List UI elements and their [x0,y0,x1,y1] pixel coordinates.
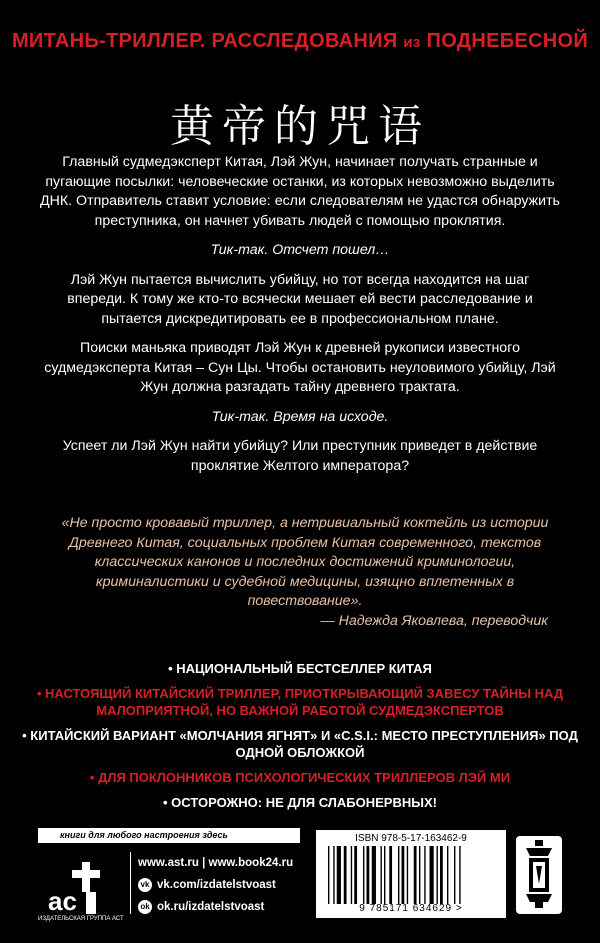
blurb-paragraph: Тик-так. Время на исходе. [211,408,389,425]
publisher-links [138,852,293,918]
footer [38,828,578,923]
ok-icon: ok [138,900,152,914]
vk-text: vk.com/izdatelstvoast [157,879,276,891]
vk-icon: vk [138,878,152,892]
ast-logo-icon [38,858,126,918]
svg-text:ac: ac [48,886,77,916]
divider [130,852,131,914]
blurb-paragraph: Тик-так. Отсчет пошел… [210,242,390,258]
blurb-paragraph: Поиски маньяка приводят Лэй Жун к древней рукописи известного судмедэксперта Китая – Сун Цы. Чтобы остановить неуловимого убийцу, Лэй Жун должна разгадать тайну древнего трактата. [44,340,556,395]
series-title-part3: ПОДНЕБЕСНОЙ [420,30,589,52]
quote-author: — Надежда Яковлева, переводчик [320,612,548,629]
bullet-item: • НАСТОЯЩИЙ КИТАЙСКИЙ ТРИЛЛЕР, ПРИОТКРЫВАЮЩИЙ ЗАВЕСУ ТАЙНЫ НАД МАЛОПРИЯТНОЙ, НО ВАЖНОЙ РАБОТОЙ СУДМЕДЭКСПЕРТОВ [36,686,564,718]
blurb-paragraph: Главный судмедэксперт Китая, Лэй Жун, начинает получать странные и пугающие посылки: человеческие останки, из которых невозможно выделить ДНК. Отправитель ставит условие: если следователям не удастся обнаружить преступника, он начнет убивать людей с помощью проклятия. [40,154,560,229]
bullet-item: • ОСТОРОЖНО: НЕ ДЛЯ СЛАБОНЕРВНЫХ! [163,795,437,810]
websites-link[interactable] [138,852,293,874]
blurb-paragraph: Успеет ли Лэй Жун найти убийцу? Или преступник приведет в действие проклятие Желтого императора? [62,438,538,474]
ok-text: ok.ru/izdatelstvoast [157,901,265,913]
barcode-digits: 9 785171 634629 > [359,903,463,914]
series-title-part2: из [403,34,421,51]
review-quote [50,514,560,631]
isbn: ISBN 978-5-17-163462-9 [355,833,467,844]
chinese-title: 黄帝的咒语 [170,101,430,152]
blurb-paragraph: Лэй Жун пытается вычислить убийцу, но тот всегда находится на шаг впереди. К тому же кто-то всячески мешает ей вести расследование и пытается дискредитировать ее в профессиональном плане. [67,271,533,327]
barcode [316,830,506,918]
bullet-list [20,660,580,819]
series-title [0,30,600,53]
lantern-icon [516,836,562,914]
logo-caption: ИЗДАТЕЛЬСКАЯ ГРУППА АСТ [38,916,124,922]
bullet-item: • НАЦИОНАЛЬНЫЙ БЕСТСЕЛЛЕР КИТАЯ [168,661,432,676]
blurb [40,153,560,486]
bullet-item: • ДЛЯ ПОКЛОННИКОВ ПСИХОЛОГИЧЕСКИХ ТРИЛЛЕРОВ ЛЭЙ МИ [89,770,511,785]
series-title-part1: МИТАНЬ-ТРИЛЛЕР. РАССЛЕДОВАНИЯ [11,30,404,52]
tagline: книги для любого настроения здесь [38,828,300,843]
vk-link[interactable] [138,874,293,896]
bullet-item: • КИТАЙСКИЙ ВАРИАНТ «МОЛЧАНИЯ ЯГНЯТ» И «C.S.I.: МЕСТО ПРЕСТУПЛЕНИЯ» ПОД ОДНОЙ ОБЛОЖКОЙ [22,728,578,760]
quote-text: «Не просто кровавый триллер, а нетривиальный коктейль из истории Древнего Китая, социальных проблем Китая современного, текстов классических канонов и последних достижений криминологии, криминалистики и судебной медицины, изящно вплетенных в повествование». [61,515,549,609]
ok-link[interactable] [138,896,293,918]
websites-text: www.ast.ru | www.book24.ru [138,857,294,869]
barcode-bars-icon [324,846,498,904]
